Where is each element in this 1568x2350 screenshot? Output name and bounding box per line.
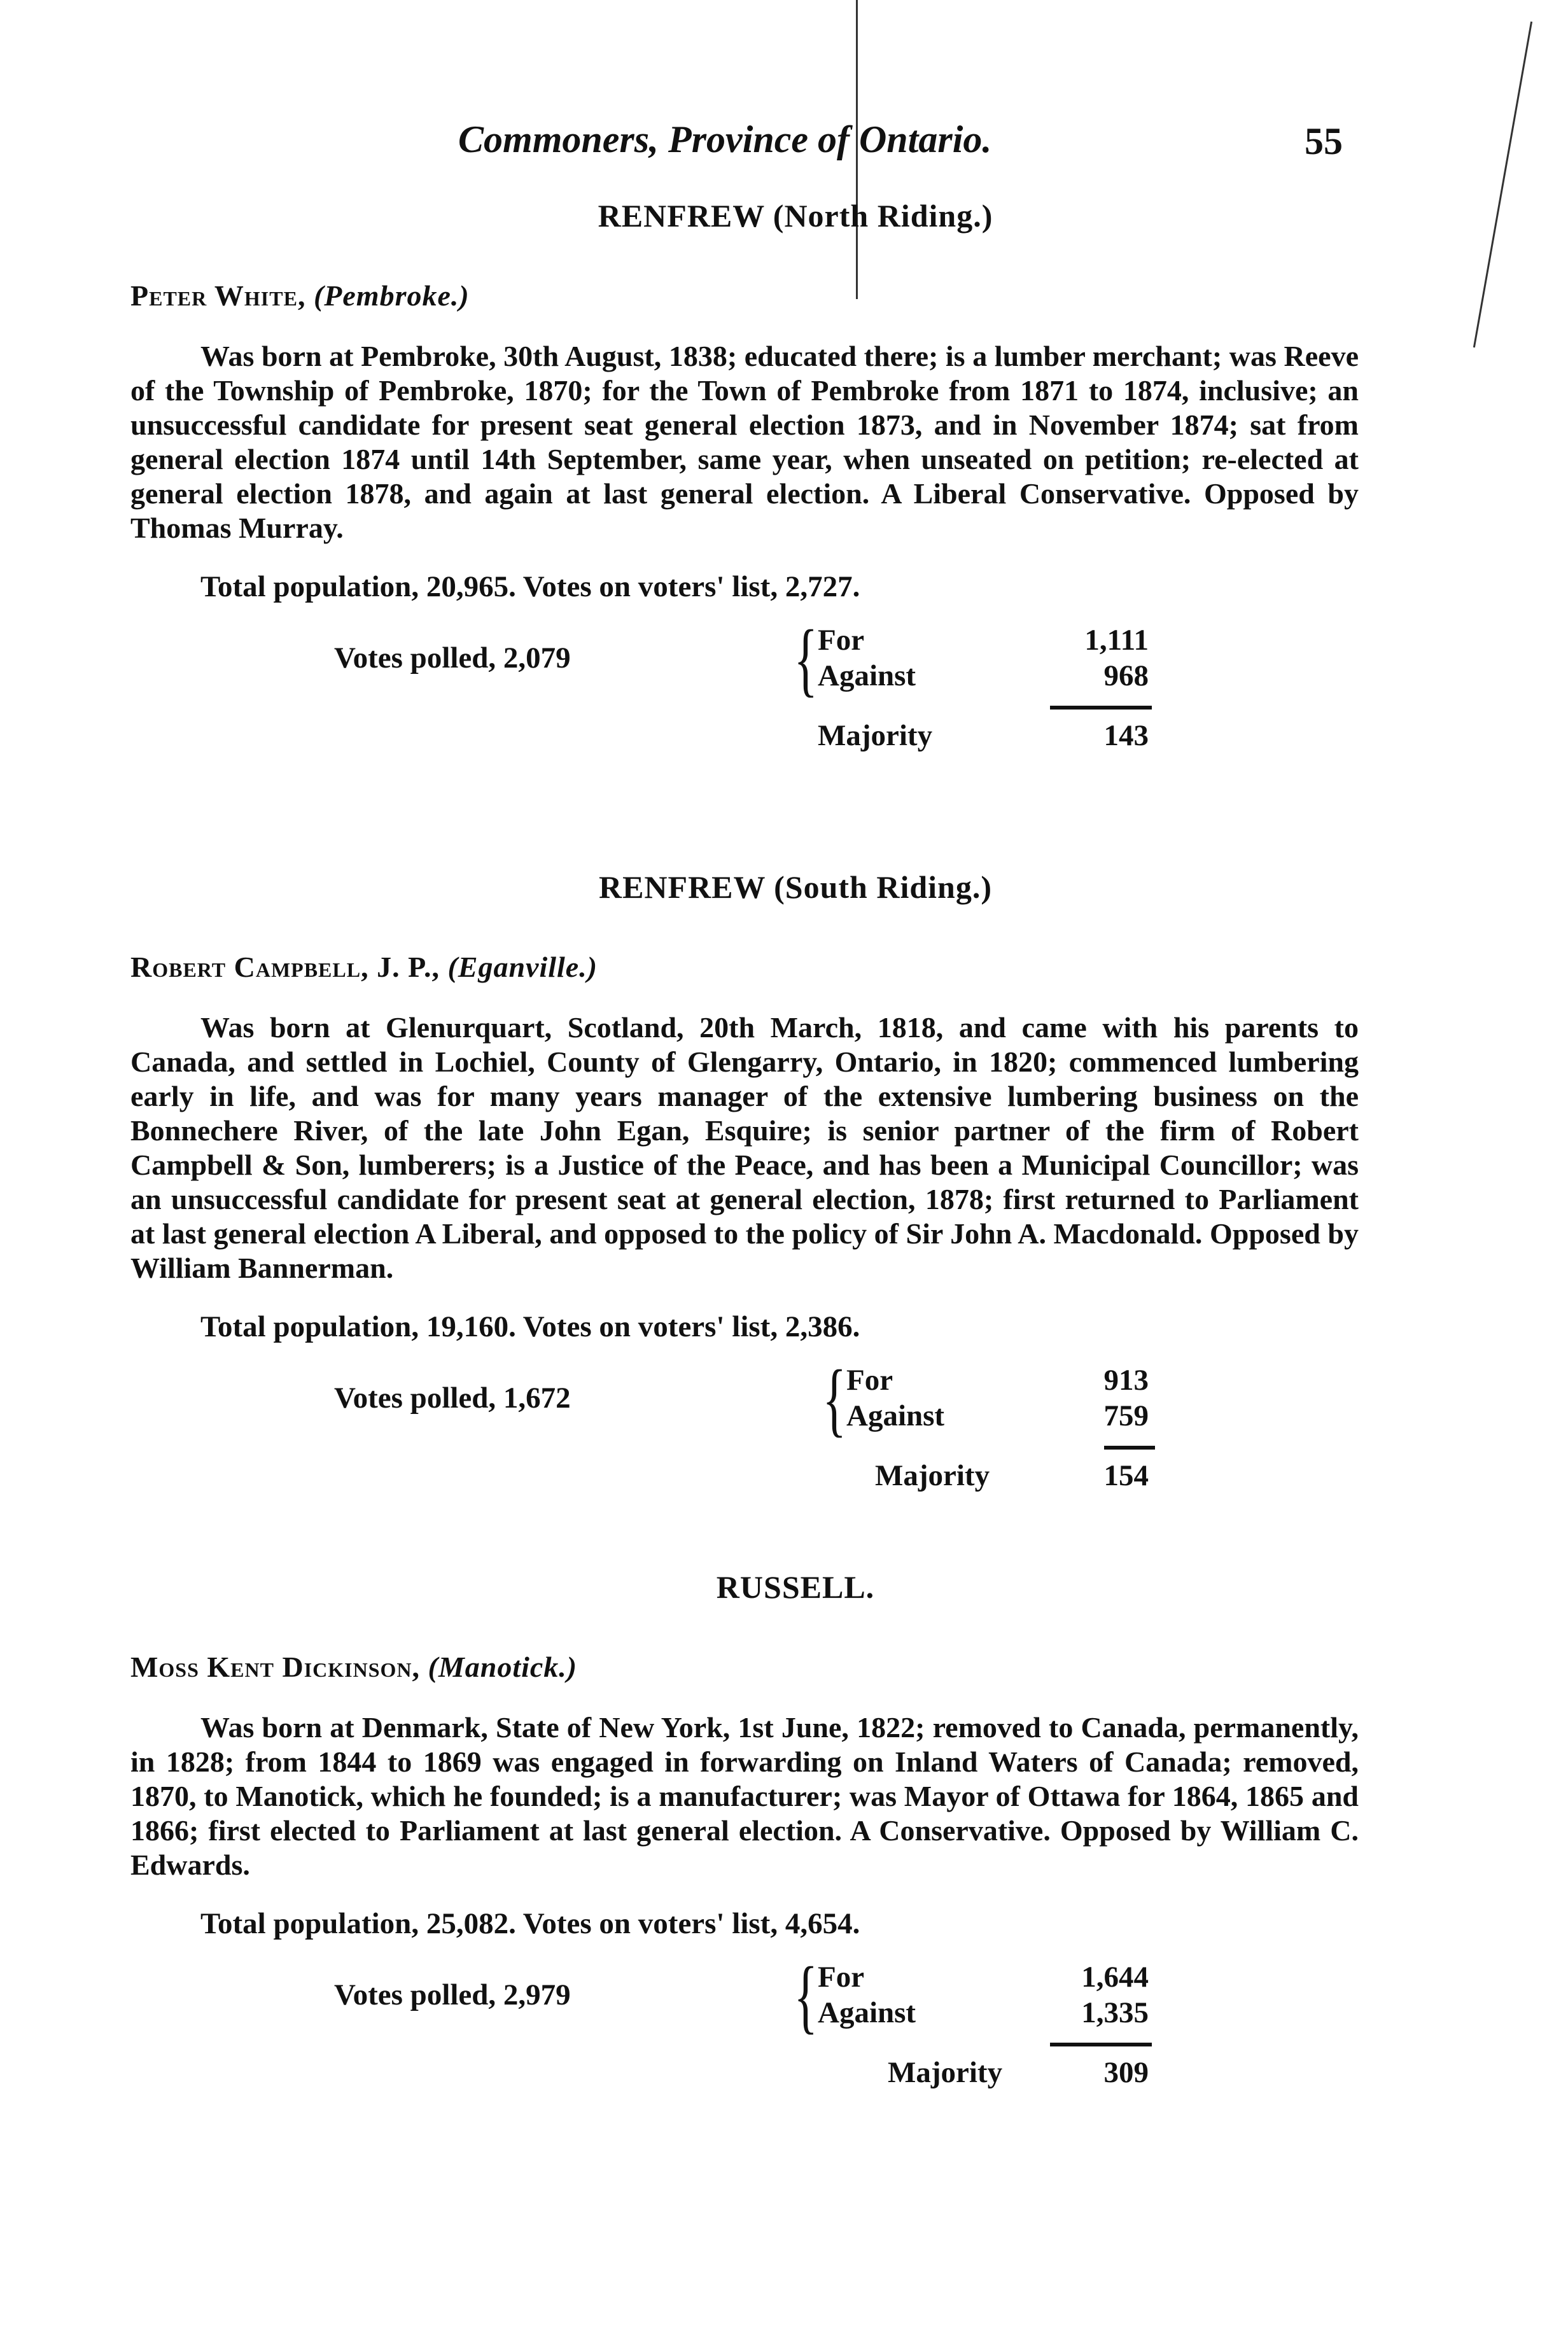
brace-glyph: { xyxy=(822,1353,846,1445)
against-value: 1,335 xyxy=(1081,1996,1149,2029)
votes-polled: Votes polled, 2,979 xyxy=(334,1978,571,2011)
for-label: For xyxy=(846,1364,893,1397)
page-margin-line xyxy=(1473,22,1532,348)
majority-label: Majority xyxy=(818,719,933,752)
page-number: 55 xyxy=(1305,120,1343,162)
member-name: Robert Campbell, J. P., xyxy=(130,951,440,983)
majority-value: 154 xyxy=(1103,1459,1149,1492)
majority-value: 143 xyxy=(1103,719,1149,752)
brace-glyph: { xyxy=(794,613,818,705)
member-biography: Was born at Denmark, State of New York, 1st June, 1822; removed to Canada, permanently, in 1828; from 1844 to 1869 was engaged in forwarding on Inland Waters of Canada; removed, 1870, to Manotick, which he founded; is a manufacturer; was Mayor of Ottawa for 1864, 1865 and 1866; first elected to Parliament at last general election. A Conservative. Opposed by William C. Edwards. xyxy=(130,1711,1359,1881)
votes-polled: Votes polled, 1,672 xyxy=(334,1381,571,1415)
majority-label: Majority xyxy=(888,2056,1003,2089)
majority-value: 309 xyxy=(1103,2056,1149,2089)
riding-entry xyxy=(130,197,1359,782)
riding-title: RUSSELL. xyxy=(716,1569,875,1605)
member-heading xyxy=(130,279,1359,312)
against-value: 759 xyxy=(1103,1399,1149,1432)
member-place: (Eganville.) xyxy=(447,951,598,983)
votes-table xyxy=(130,1950,1359,2119)
population-line: Total population, 25,082. Votes on voters' list, 4,654. xyxy=(200,1907,860,1940)
against-label: Against xyxy=(846,1399,945,1432)
member-name: Peter White, xyxy=(130,279,306,312)
for-label: For xyxy=(818,624,865,657)
member-biography: Was born at Glenurquart, Scotland, 20th March, 1818, and came with his parents to Canada, and settled in Lochiel, County of Glengarry, Ontario, in 1820; commenced lumbering early in life, and was for many years manager of the extensive lumbering business on the Bonnechere River, of the late John Egan, Esquire; is senior partner of the firm of Robert Campbell & Son, lumberers; is a Justice of the Peace, and has been a Municipal Councillor; was an unsuccessful candidate for present seat at general election, 1878; first returned to Parliament at last general election A Liberal, and opposed to the policy of Sir John A. Macdonald. Opposed by William Bannerman. xyxy=(130,1011,1359,1284)
member-name: Moss Kent Dickinson, xyxy=(130,1651,421,1683)
votes-table xyxy=(130,1353,1359,1522)
member-heading xyxy=(130,950,1359,984)
against-label: Against xyxy=(818,659,916,692)
riding-title: RENFREW (North Riding.) xyxy=(598,198,993,234)
member-place: (Manotick.) xyxy=(428,1651,578,1683)
majority-label: Majority xyxy=(875,1459,990,1492)
against-value: 968 xyxy=(1103,659,1149,692)
riding-entry xyxy=(130,869,1359,1522)
population-line: Total population, 20,965. Votes on voters' list, 2,727. xyxy=(200,570,860,603)
riding-title: RENFREW (South Riding.) xyxy=(598,869,993,905)
votes-polled: Votes polled, 2,079 xyxy=(334,641,571,675)
votes-table xyxy=(130,613,1359,782)
running-title: Commoners, Province of Ontario. xyxy=(458,118,992,160)
for-value: 1,644 xyxy=(1081,1961,1149,1994)
brace-glyph: { xyxy=(794,1950,818,2042)
against-label: Against xyxy=(818,1996,916,2029)
sum-rule xyxy=(1050,2043,1152,2046)
for-value: 913 xyxy=(1103,1364,1149,1397)
riding-entry xyxy=(130,1569,1359,2119)
population-line: Total population, 19,160. Votes on voters' list, 2,386. xyxy=(200,1310,860,1343)
member-heading xyxy=(130,1650,1359,1684)
for-label: For xyxy=(818,1961,865,1994)
sum-rule xyxy=(1050,706,1152,710)
sum-rule xyxy=(1104,1446,1155,1450)
for-value: 1,111 xyxy=(1084,624,1149,657)
member-biography: Was born at Pembroke, 30th August, 1838; educated there; is a lumber merchant; was Reeve of the Township of Pembroke, 1870; for the Town of Pembroke from 1871 to 1874, inclusive; an unsuccessful candidate for present seat general election 1873, and in November 1874; sat from general election 1874 until 14th September, same year, when unseated on petition; re-elected at general election 1878, and again at last general election. A Liberal Conservative. Opposed by Thomas Murray. xyxy=(130,340,1359,544)
member-place: (Pembroke.) xyxy=(313,279,470,312)
